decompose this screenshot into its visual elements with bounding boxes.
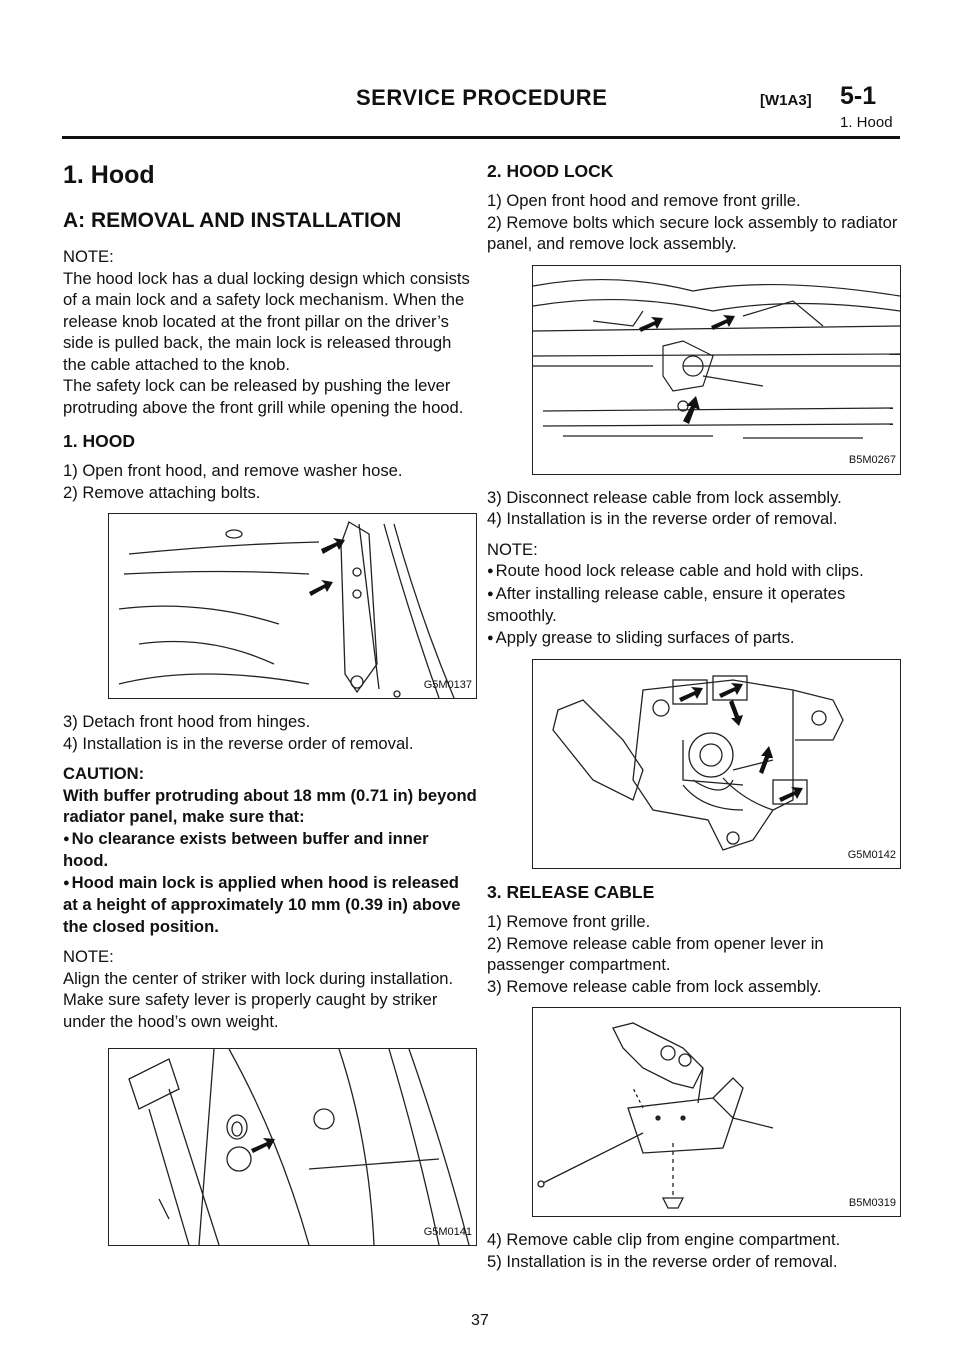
figure-code: G5M0142	[847, 848, 896, 861]
lock-note-bullet-2: ● After installing release cable, ensure it operates smoothly.	[487, 583, 902, 627]
figure-code: G5M0141	[423, 1225, 472, 1238]
lock-step-1: 1) Open front hood and remove front grille.	[487, 191, 801, 210]
release-cable-illustration	[533, 1008, 900, 1216]
figure-hood-hinge	[108, 513, 477, 699]
header-title: SERVICE PROCEDURE	[356, 85, 608, 110]
note-block	[63, 246, 478, 418]
figure-code: B5M0267	[848, 454, 896, 466]
section-number: 5-1	[840, 82, 877, 110]
hood-step-1: 1) Open front hood, and remove washer hose.	[63, 461, 403, 480]
figure-release-cable	[532, 1007, 901, 1217]
lock-note-bullet-3: ● Apply grease to sliding surfaces of parts.	[487, 627, 902, 650]
lock-note-bullet-1: ● Route hood lock release cable and hold with clips.	[487, 560, 902, 583]
cable-step-3: 3) Remove release cable from lock assembly.	[487, 976, 822, 996]
hood-hinge-illustration	[109, 514, 476, 698]
lock-steps-2	[487, 487, 902, 530]
hood-lock-heading: 2. HOOD LOCK	[487, 161, 614, 181]
note-label: NOTE:	[63, 247, 114, 266]
cable-step-2: 2) Remove release cable from opener lever in passenger compartment.	[487, 933, 824, 974]
note-text-2: The safety lock can be released by pushing the lever protruding above the front grill while opening the hood.	[63, 376, 464, 417]
caution-label: CAUTION:	[63, 764, 145, 783]
caution-block	[63, 763, 478, 937]
figure-code: B5M0319	[848, 1196, 896, 1209]
figure-striker	[108, 1048, 477, 1246]
note-2-label: NOTE:	[63, 947, 114, 966]
right-column	[487, 160, 902, 1281]
cable-step-5: 5) Installation is in the reverse order of removal.	[487, 1251, 838, 1271]
cable-step-4: 4) Remove cable clip from engine compartment.	[487, 1230, 841, 1249]
hood-heading: 1. HOOD	[63, 431, 135, 451]
lock-step-4: 4) Installation is in the reverse order of removal.	[487, 509, 838, 528]
cable-steps	[487, 911, 902, 997]
lock-steps	[487, 190, 902, 255]
hood-step-3: 3) Detach front hood from hinges.	[63, 712, 311, 731]
section-heading: 1. Hood	[63, 161, 155, 189]
hood-steps-2	[63, 711, 478, 754]
note-2-block	[63, 946, 478, 1032]
figure-grease-points	[532, 659, 901, 869]
caution-bullet-2: ● Hood main lock is applied when hood is released at a height of approximately 10 mm (0.39 in) above the closed position.	[63, 872, 478, 938]
caution-bullet-1: ● No clearance exists between buffer and inner hood.	[63, 828, 478, 872]
cable-step-1: 1) Remove front grille.	[487, 912, 651, 931]
lock-note-block	[487, 539, 902, 650]
left-column	[63, 156, 478, 1258]
hood-step-2: 2) Remove attaching bolts.	[63, 482, 261, 502]
header-rule	[62, 136, 900, 139]
cable-steps-2	[487, 1229, 902, 1272]
lock-step-2: 2) Remove bolts which secure lock assembly to radiator panel, and remove lock assembly.	[487, 212, 898, 253]
note-2-text: Align the center of striker with lock during installation. Make sure safety lever is properly caught by striker under the hood’s own weight.	[63, 968, 454, 1031]
hood-steps	[63, 460, 478, 503]
lock-note-label: NOTE:	[487, 539, 538, 559]
figure-lock-assembly	[532, 265, 901, 475]
caution-text: With buffer protruding about 18 mm (0.71 in) beyond radiator panel, make sure that:	[63, 785, 477, 826]
subsection-heading: A: REMOVAL AND INSTALLATION	[63, 209, 402, 232]
note-text: The hood lock has a dual locking design which consists of a main lock and a safety lock mechanism. When the release knob located at the front pillar on the driver’s side is pulled back, the main lock is released through the cable attached to the knob.	[63, 268, 470, 374]
figure-code: G5M0137	[423, 678, 472, 691]
header-subtitle: 1. Hood	[840, 114, 893, 131]
lock-assembly-illustration	[533, 266, 900, 474]
hood-step-4: 4) Installation is in the reverse order of removal.	[63, 733, 414, 753]
grease-points-illustration	[533, 660, 900, 868]
release-cable-heading: 3. RELEASE CABLE	[487, 882, 655, 902]
striker-illustration	[109, 1049, 476, 1245]
lock-step-3: 3) Disconnect release cable from lock assembly.	[487, 487, 842, 507]
page-number: 37	[471, 1312, 489, 1329]
header-code: [W1A3]	[760, 92, 812, 109]
